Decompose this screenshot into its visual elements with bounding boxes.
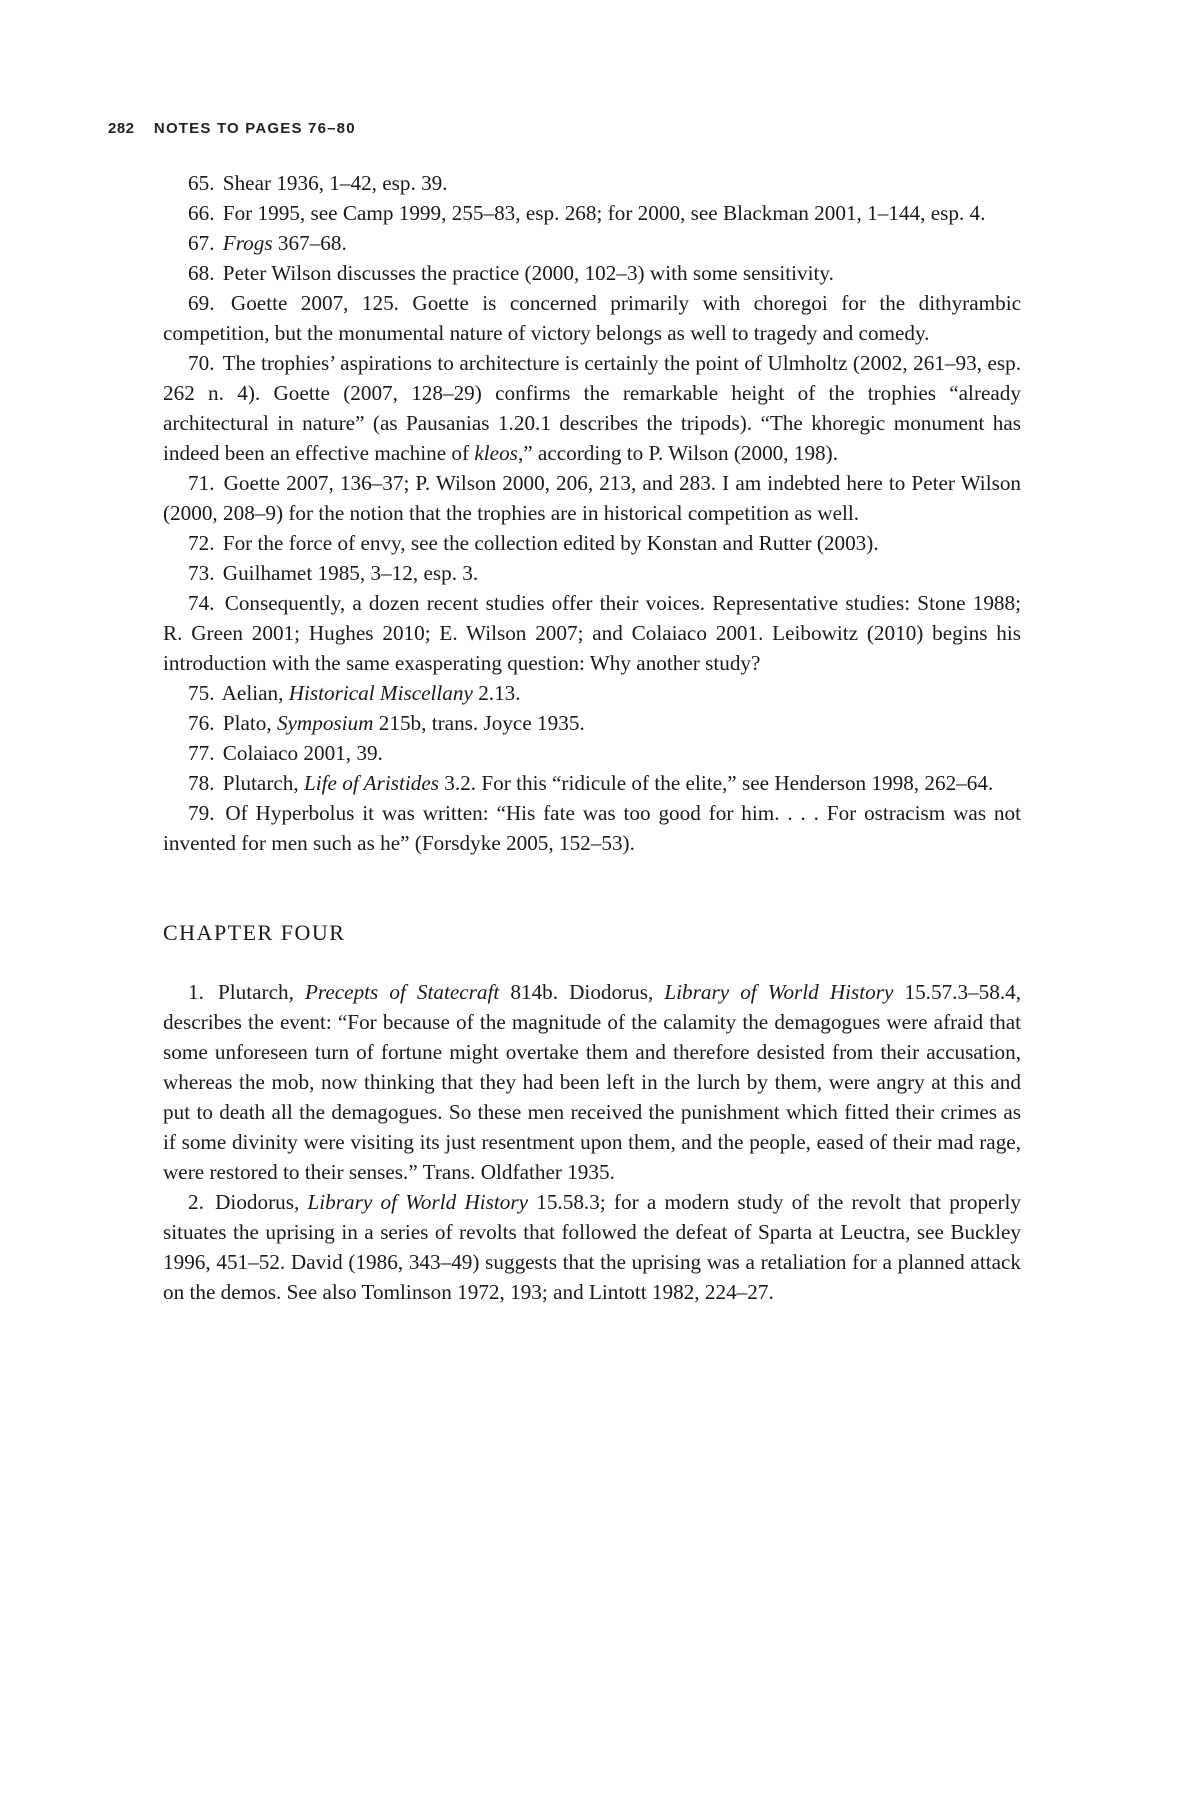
note-text: Of Hyperbolus it was written: “His fate was too good for him. . . . For ostracism was not invented for men such as he” (Forsdyke 2005, 152–53).	[163, 801, 1022, 855]
note-text: Guilhamet 1985, 3–12, esp. 3.	[222, 561, 479, 585]
note-text: Diodorus,	[215, 1190, 308, 1214]
note-76	[163, 708, 1021, 738]
note-text: Goette 2007, 125. Goette is concerned primarily with choregoi for the dithyrambic competition, but the monumental nature of victory belongs as well to tragedy and comedy.	[163, 291, 1022, 345]
note-italic-title: Symposium	[276, 711, 374, 735]
running-head-title: NOTES TO PAGES 76–80	[153, 120, 356, 137]
note-text: 15.57.3–58.4, describes the event: “For because of the magnitude of the calamity the demagogues were afraid that some unforeseen turn of fortune might overtake them and therefore desisted from their accusation, whereas the mob, now thinking that they had been left in the lurch by them, were angry at this and put to death all the demagogues. So these men received the punishment which fitted their crimes as if some divinity were visiting its just resentment upon them, and the people, eased of their mad rage, were restored to their senses.” Trans. Oldfather 1935.	[163, 980, 1022, 1184]
note-number: 1.	[188, 980, 204, 1004]
note-number: 66.	[188, 201, 215, 225]
note-italic-title: Life of Aristides	[303, 771, 439, 795]
notes-list-chapter-three	[163, 168, 1021, 858]
note-number: 68.	[188, 261, 215, 285]
note-66	[163, 198, 1021, 228]
note-number: 70.	[188, 351, 215, 375]
endnotes-section	[163, 168, 1021, 1307]
note-italic-title: Frogs	[222, 231, 273, 255]
note-number: 76.	[188, 711, 215, 735]
chapter-heading: CHAPTER FOUR	[163, 920, 346, 945]
note-text: Shear 1936, 1–42, esp. 39.	[222, 171, 448, 195]
note-68	[163, 258, 1021, 288]
note-number: 78.	[188, 771, 215, 795]
note-number: 73.	[188, 561, 215, 585]
note-75	[163, 678, 1021, 708]
note-text: Peter Wilson discusses the practice (2000, 102–3) with some sensitivity.	[222, 261, 834, 285]
note-65	[163, 168, 1021, 198]
note-67	[163, 228, 1021, 258]
note-italic-title: Historical Miscellany	[288, 681, 473, 705]
note-text: 814b. Diodorus,	[499, 980, 665, 1004]
note-number: 2.	[188, 1190, 204, 1214]
note-number: 71.	[188, 471, 215, 495]
note-number: 67.	[188, 231, 215, 255]
note-number: 77.	[188, 741, 215, 765]
note-text: For 1995, see Camp 1999, 255–83, esp. 268; for 2000, see Blackman 2001, 1–144, esp. 4.	[222, 201, 986, 225]
note-text: For the force of envy, see the collection edited by Konstan and Rutter (2003).	[222, 531, 879, 555]
note-text: Colaiaco 2001, 39.	[222, 741, 383, 765]
note-text: 3.2. For this “ridicule of the elite,” see Henderson 1998, 262–64.	[438, 771, 994, 795]
note-number: 65.	[188, 171, 215, 195]
note-text: 15.58.3; for a modern study of the revolt that properly situates the uprising in a series of revolts that followed the defeat of Sparta at Leuctra, see Buckley 1996, 451–52. David (1986, 343–49) suggests that the uprising was a retaliation for a planned attack on the demos. See also Tomlinson 1972, 193; and Lintott 1982, 224–27.	[163, 1190, 1021, 1304]
note-78	[163, 768, 1021, 798]
note-69	[163, 288, 1021, 348]
note-71	[163, 468, 1021, 528]
note-70	[163, 348, 1021, 468]
running-head	[108, 120, 356, 137]
note-79	[163, 798, 1021, 858]
note-text: Consequently, a dozen recent studies offer their voices. Representative studies: Stone 1988; R. Green 2001; Hughes 2010; E. Wilson 2007; and Colaiaco 2001. Leibowitz (2010) begins his introduction with the same exasperating question: Why another study?	[163, 591, 1022, 675]
note-italic-title: Precepts of Statecraft	[304, 980, 500, 1004]
note-text: 367–68.	[272, 231, 347, 255]
note-number: 69.	[188, 291, 215, 315]
note-1	[163, 977, 1021, 1187]
note-text: Aelian,	[221, 681, 289, 705]
note-2	[163, 1187, 1021, 1307]
note-text: ,” according to P. Wilson (2000, 198).	[517, 441, 838, 465]
note-number: 75.	[188, 681, 215, 705]
note-text: 215b, trans. Joyce 1935.	[373, 711, 585, 735]
notes-list-chapter-four	[163, 977, 1021, 1307]
note-italic-title: Library of World History	[307, 1190, 529, 1214]
note-italic-title: kleos	[474, 441, 518, 465]
note-text: 2.13.	[472, 681, 521, 705]
page-number: 282	[108, 120, 135, 137]
note-text: The trophies’ aspirations to architecture is certainly the point of Ulmholtz (2002, 261–93, esp. 262 n. 4). Goette (2007, 128–29) confirms the remarkable height of the trophies “already architectural in nature” (as Pausanias 1.20.1 describes the tripods). “The khoregic monument has indeed been an effective machine of	[163, 351, 1021, 465]
note-number: 74.	[188, 591, 215, 615]
note-number: 79.	[188, 801, 215, 825]
note-number: 72.	[188, 531, 215, 555]
note-text: Plutarch,	[222, 771, 304, 795]
note-text: Goette 2007, 136–37; P. Wilson 2000, 206, 213, and 283. I am indebted here to Peter Wilson (2000, 208–9) for the notion that the trophies are in historical competition as well.	[163, 471, 1022, 525]
note-72	[163, 528, 1021, 558]
note-italic-title: Library of World History	[664, 980, 894, 1004]
note-74	[163, 588, 1021, 678]
note-text: Plato,	[222, 711, 277, 735]
note-text: Plutarch,	[217, 980, 305, 1004]
note-73	[163, 558, 1021, 588]
note-77	[163, 738, 1021, 768]
